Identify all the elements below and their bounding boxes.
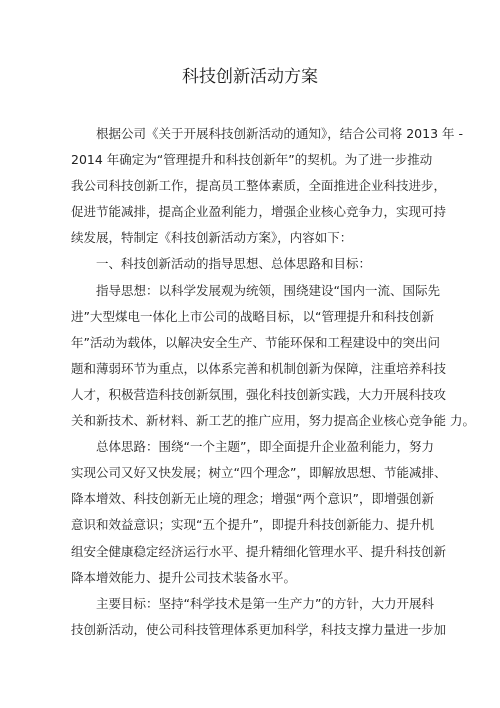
body-line: 主要目标：坚持“科学技术是第一生产力”的方针，大力开展科 <box>96 595 434 611</box>
body-line: 年”活动为载体，以解决安全生产、节能环保和工程建设中的突出问 <box>71 334 440 350</box>
body-line: 总体思路：围绕“一个主题”，即全面提升企业盈利能力，努力 <box>96 439 434 455</box>
body-line: 人才，积极营造科技创新氛围，强化科技创新实践，大力开展科技攻 <box>71 386 447 402</box>
body-line: 根据公司《关于开展科技创新活动的通知》，结合公司将 2013 年 - <box>96 126 463 141</box>
body-line: 实现公司又好又快发展；树立“四个理念”，即解放思想、节能减排、 <box>71 465 447 481</box>
document-body <box>71 121 475 643</box>
body-line: 组安全健康稳定经济运行水平、提升精细化管理水平、提升科技创新 <box>71 543 447 559</box>
body-line: 续发展，特制定《科技创新活动方案》，内容如下： <box>71 230 353 246</box>
body-line: 一、科技创新活动的指导思想、总体思路和目标： <box>96 256 372 272</box>
body-line: 意识和效益意识；实现“五个提升”，即提升科技创新能力、提升机 <box>71 517 434 533</box>
body-line: 进”大型煤电一体化上市公司的战略目标，以“管理提升和科技创新 <box>71 308 434 324</box>
document-title: 科技创新活动方案 <box>182 67 318 87</box>
body-line: 指导思想：以科学发展观为统领，围绕建设“国内一流、国际先 <box>96 282 440 298</box>
body-line: 促进节能减排，提高企业盈利能力，增强企业核心竞争力，实现可持 <box>71 204 447 220</box>
body-line: 关和新技术、新材料、新工艺的推广应用，努力提高企业核心竞争能 力。 <box>71 413 475 429</box>
body-line: 技创新活动，使公司科技管理体系更加科学，科技支撑力量进一步加 <box>71 621 447 637</box>
body-line: 降本增效能力、提升公司技术装备水平。 <box>71 569 297 585</box>
body-line: 我公司科技创新工作，提高员工整体素质，全面推进企业科技进步， <box>71 178 447 194</box>
body-line: 降本增效、科技创新无止境的理念；增强“两个意识”，即增强创新 <box>71 491 434 507</box>
body-line: 2014 年确定为“管理提升和科技创新年”的契机。为了进一步推动 <box>71 152 433 168</box>
body-line: 题和薄弱环节为重点，以体系完善和机制创新为保障，注重培养科技 <box>71 360 447 376</box>
